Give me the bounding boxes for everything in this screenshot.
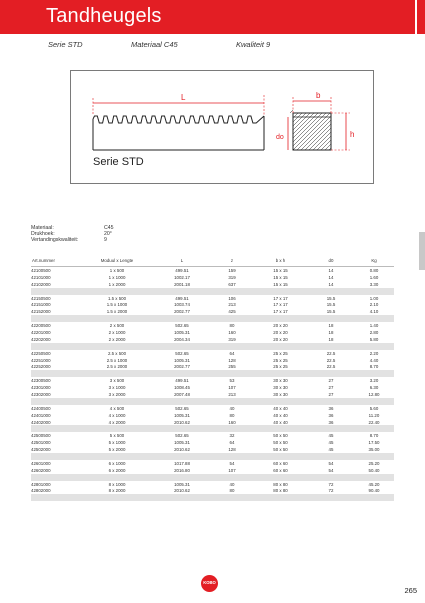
table-cell: 18	[328, 323, 334, 329]
table-cell: 50.40	[368, 467, 380, 473]
table-cell: 3 x 1000	[108, 385, 126, 391]
table-cell: 53	[229, 378, 235, 384]
table-cell: 2002.77	[174, 309, 190, 315]
table-cell: 15 x 15	[273, 281, 288, 287]
table-cell: 25 x 25	[273, 357, 288, 363]
table-cell: 40	[229, 481, 235, 487]
table-cell: 22.40	[368, 419, 380, 425]
table-cell: 64	[229, 350, 235, 356]
table-cell: 502.65	[175, 405, 189, 411]
page-header	[0, 0, 415, 34]
table-cell: 25 x 25	[273, 364, 288, 370]
gear-rack-drawing	[71, 71, 373, 183]
spec-label: Vertandingskwaliteit:	[31, 237, 79, 244]
table-cell: 1 x 500	[109, 267, 125, 273]
table-cell: 4 x 500	[109, 405, 125, 411]
table-cell: 54	[229, 460, 235, 466]
spec-value: 20°	[104, 231, 112, 238]
table-cell: 30 x 30	[273, 385, 288, 391]
table-cell: 502.65	[175, 323, 189, 329]
table-row	[31, 308, 394, 315]
table-cell: 25.20	[368, 460, 380, 466]
table-cell: 2.5 x 1000	[106, 357, 128, 363]
table-row	[31, 432, 394, 439]
table-cell: 42201000	[31, 329, 51, 335]
table-cell: 80 x 80	[273, 488, 288, 494]
table-cell: 1005.31	[174, 481, 190, 487]
table-cell: 8 x 1000	[108, 481, 126, 487]
table-cell: 36	[328, 419, 334, 425]
rack-teeth-profile	[93, 116, 264, 123]
table-cell: 22.5	[326, 350, 336, 356]
table-cell: 2010.62	[174, 447, 190, 453]
table-row	[31, 281, 394, 288]
table-cell: 42102000	[31, 281, 51, 287]
table-cell: 72	[328, 488, 334, 494]
group-divider	[31, 494, 394, 501]
table-cell: 1008.45	[174, 385, 190, 391]
table-cell: 54	[328, 467, 334, 473]
table-row	[31, 295, 394, 302]
table-cell: 40 x 40	[273, 419, 288, 425]
table-cell: 27	[328, 385, 334, 391]
table-cell: 2001.18	[174, 281, 190, 287]
table-cell: 17 x 17	[273, 302, 288, 308]
table-cell: 54	[328, 460, 334, 466]
table-cell: 213	[228, 302, 236, 308]
table-cell: 2 x 1000	[108, 329, 126, 335]
table-cell: 1.5 x 1000	[106, 302, 128, 308]
table-cell: 36	[328, 412, 334, 418]
table-row	[31, 377, 394, 384]
table-cell: 17 x 17	[273, 309, 288, 315]
table-cell: 80 x 80	[273, 481, 288, 487]
table-cell: 42100500	[31, 267, 51, 273]
table-cell: 160	[228, 329, 236, 335]
table-cell: 30 x 30	[273, 391, 288, 397]
table-cell: 42601000	[31, 460, 51, 466]
table-cell: 1.5 x 2000	[106, 309, 128, 315]
table-cell: 42152000	[31, 309, 51, 315]
table-cell: 6 x 2000	[108, 467, 126, 473]
table-row	[31, 329, 394, 336]
table-row	[31, 488, 394, 495]
divider-cell	[31, 315, 394, 322]
col-header-module-length: Moduul x Lengte	[81, 255, 153, 267]
table-cell: 107	[228, 385, 236, 391]
table-row	[31, 363, 394, 370]
table-cell: 14	[328, 281, 334, 287]
group-divider	[31, 315, 394, 322]
table-cell: 30 x 30	[273, 378, 288, 384]
quality-label: Kwaliteit 9	[236, 40, 271, 49]
table-cell: 8.70	[369, 433, 379, 439]
table-cell: 1.60	[369, 274, 379, 280]
table-cell: 159	[228, 267, 236, 273]
table-cell: 42150500	[31, 295, 51, 301]
group-divider	[31, 370, 394, 377]
table-cell: 1.40	[369, 323, 379, 329]
table-cell: 0.80	[369, 267, 379, 273]
table-cell: 1005.31	[174, 412, 190, 418]
table-cell: 160	[228, 419, 236, 425]
table-cell: 45	[328, 433, 334, 439]
col-header-weight: Kg	[354, 255, 394, 267]
product-table	[31, 255, 394, 501]
table-cell: 12.80	[368, 391, 380, 397]
table-row	[31, 267, 394, 274]
diagram-caption: Serie STD	[93, 156, 144, 168]
table-cell: 3 x 500	[109, 378, 125, 384]
divider-cell	[31, 494, 394, 501]
table-cell: 3.20	[369, 378, 379, 384]
table-row	[31, 412, 394, 419]
spec-label: Materiaal:	[31, 225, 54, 231]
table-cell: 4 x 2000	[108, 419, 126, 425]
table-cell: 425	[228, 309, 236, 315]
table-cell: 42101000	[31, 274, 51, 280]
table-row	[31, 481, 394, 488]
table-row	[31, 439, 394, 446]
table-row	[31, 357, 394, 364]
table-cell: 6 x 1000	[108, 460, 126, 466]
table-row	[31, 419, 394, 426]
table-cell: 17.50	[368, 440, 380, 446]
table-cell: 2 x 500	[109, 323, 125, 329]
table-cell: 35.00	[368, 447, 380, 453]
table-row	[31, 336, 394, 343]
table-row	[31, 467, 394, 474]
table-cell: 90.40	[368, 488, 380, 494]
table-cell: 17 x 17	[273, 295, 288, 301]
page-title: Tandheugels	[46, 5, 162, 27]
table-row	[31, 350, 394, 357]
table-cell: 1003.74	[174, 302, 190, 308]
table-cell: 1 x 2000	[108, 281, 126, 287]
table-cell: 637	[228, 281, 236, 287]
table-cell: 107	[228, 467, 236, 473]
table-cell: 1.00	[369, 295, 379, 301]
table-cell: 2.10	[369, 302, 379, 308]
table-cell: 106	[228, 295, 236, 301]
table-row	[31, 446, 394, 453]
table-cell: 4.40	[369, 357, 379, 363]
table-cell: 22.5	[326, 364, 336, 370]
table-cell: 60 x 60	[273, 460, 288, 466]
table-cell: 499.51	[175, 378, 189, 384]
table-cell: 80	[229, 323, 235, 329]
table-cell: 42302000	[31, 391, 51, 397]
table-cell: 42252000	[31, 364, 51, 370]
col-header-length: L	[153, 255, 211, 267]
table-row	[31, 460, 394, 467]
table-cell: 20 x 20	[273, 336, 288, 342]
table-cell: 15.5	[326, 302, 336, 308]
table-cell: 42250500	[31, 350, 51, 356]
group-divider	[31, 453, 394, 460]
table-cell: 42301000	[31, 385, 51, 391]
table-cell: 36	[328, 405, 334, 411]
table-cell: 72	[328, 481, 334, 487]
height-label: h	[350, 130, 355, 139]
divider-cell	[31, 370, 394, 377]
table-cell: 27	[328, 391, 334, 397]
table-cell: 42151000	[31, 302, 51, 308]
table-cell: 1005.31	[174, 357, 190, 363]
col-header-article: Art.nummer	[31, 255, 81, 267]
table-cell: 42801000	[31, 481, 51, 487]
table-cell: 42300500	[31, 378, 51, 384]
table-cell: 1 x 1000	[108, 274, 126, 280]
table-cell: 15.5	[326, 295, 336, 301]
table-cell: 40 x 40	[273, 405, 288, 411]
table-cell: 45	[328, 440, 334, 446]
table-cell: 255	[228, 364, 236, 370]
table-cell: 6.30	[369, 385, 379, 391]
table-cell: 8.70	[369, 364, 379, 370]
table-cell: 499.51	[175, 295, 189, 301]
length-label: L	[181, 93, 186, 102]
table-cell: 128	[228, 357, 236, 363]
table-cell: 45	[328, 447, 334, 453]
table-cell: 42501000	[31, 440, 51, 446]
table-cell: 42400500	[31, 405, 51, 411]
divider-cell	[31, 474, 394, 481]
table-cell: 2.20	[369, 350, 379, 356]
table-cell: 1005.31	[174, 329, 190, 335]
table-cell: 2.5 x 2000	[106, 364, 128, 370]
table-cell: 4 x 1000	[108, 412, 126, 418]
table-cell: 5 x 2000	[108, 447, 126, 453]
table-cell: 319	[228, 336, 236, 342]
table-cell: 50 x 50	[273, 447, 288, 453]
table-cell: 42602000	[31, 467, 51, 473]
table-cell: 128	[228, 447, 236, 453]
table-cell: 1.5 x 500	[107, 295, 127, 301]
table-cell: 50 x 50	[273, 433, 288, 439]
table-cell: 2004.34	[174, 336, 190, 342]
table-row	[31, 322, 394, 329]
table-cell: 40	[229, 405, 235, 411]
table-header-row	[31, 255, 394, 267]
table-cell: 14	[328, 274, 334, 280]
table-cell: 11.20	[368, 412, 380, 418]
table-cell: 2007.48	[174, 391, 190, 397]
table-cell: 42802000	[31, 488, 51, 494]
table-cell: 20 x 20	[273, 323, 288, 329]
section-tab	[417, 0, 425, 34]
kobo-logo	[201, 575, 218, 592]
table-cell: 42500500	[31, 433, 51, 439]
table-cell: 60 x 60	[273, 467, 288, 473]
logo-text: KOBO	[203, 580, 216, 585]
table-cell: 2010.62	[174, 488, 190, 494]
table-cell: 50 x 50	[273, 440, 288, 446]
group-divider	[31, 343, 394, 350]
table-cell: 502.65	[175, 433, 189, 439]
table-cell: 18	[328, 336, 334, 342]
table-cell: 42502000	[31, 447, 51, 453]
table-row	[31, 384, 394, 391]
table-cell: 80	[229, 412, 235, 418]
spec-value: 9	[104, 237, 107, 244]
pitch-label: do	[276, 134, 284, 141]
table-cell: 64	[229, 440, 235, 446]
table-cell: 2016.80	[174, 467, 190, 473]
group-divider	[31, 398, 394, 405]
table-cell: 18	[328, 329, 334, 335]
divider-cell	[31, 453, 394, 460]
table-cell: 2.5 x 500	[107, 350, 127, 356]
table-cell: 5.60	[369, 405, 379, 411]
table-cell: 42251000	[31, 357, 51, 363]
table-cell: 45.20	[368, 481, 380, 487]
table-cell: 3 x 2000	[108, 391, 126, 397]
table-cell: 2010.62	[174, 419, 190, 425]
table-cell: 502.65	[175, 350, 189, 356]
table-cell: 2002.77	[174, 364, 190, 370]
table-cell: 42402000	[31, 419, 51, 425]
table-cell: 32	[229, 433, 235, 439]
spec-value: C45	[104, 225, 114, 231]
page-number: 265	[404, 586, 417, 595]
table-cell: 5.80	[369, 336, 379, 342]
table-cell: 1017.88	[174, 460, 190, 466]
table-cell: 25 x 25	[273, 350, 288, 356]
table-row	[31, 301, 394, 308]
table-cell: 15 x 15	[273, 267, 288, 273]
width-label: b	[316, 91, 321, 100]
table-cell: 22.5	[326, 357, 336, 363]
material-label: Materiaal C45	[131, 40, 178, 49]
table-cell: 14	[328, 267, 334, 273]
divider-cell	[31, 343, 394, 350]
col-header-teeth: z	[211, 255, 253, 267]
table-cell: 27	[328, 378, 334, 384]
serie-label: Serie STD	[48, 40, 83, 49]
table-cell: 4.10	[369, 309, 379, 315]
table-cell: 213	[228, 391, 236, 397]
table-row	[31, 391, 394, 398]
table-cell: 3.30	[369, 281, 379, 287]
table-cell: 2 x 2000	[108, 336, 126, 342]
table-cell: 5 x 1000	[108, 440, 126, 446]
table-cell: 20 x 20	[273, 329, 288, 335]
table-cell: 40 x 40	[273, 412, 288, 418]
divider-cell	[31, 398, 394, 405]
divider-cell	[31, 425, 394, 432]
table-cell: 8 x 2000	[108, 488, 126, 494]
group-divider	[31, 288, 394, 295]
table-cell: 2.80	[369, 329, 379, 335]
col-header-pitch: d0	[308, 255, 354, 267]
divider-cell	[31, 288, 394, 295]
table-cell: 15.5	[326, 309, 336, 315]
section-marker	[419, 232, 425, 270]
table-cell: 42200500	[31, 323, 51, 329]
table-cell: 319	[228, 274, 236, 280]
table-cell: 80	[229, 488, 235, 494]
col-header-section: b x h	[253, 255, 308, 267]
table-cell: 42202000	[31, 336, 51, 342]
group-divider	[31, 425, 394, 432]
table-row	[31, 274, 394, 281]
table-cell: 15 x 15	[273, 274, 288, 280]
table-row	[31, 405, 394, 412]
table-cell: 499.51	[175, 267, 189, 273]
table-cell: 1002.17	[174, 274, 190, 280]
table-cell: 5 x 500	[109, 433, 125, 439]
spec-label: Drukhoek:	[31, 231, 55, 238]
table-cell: 42401000	[31, 412, 51, 418]
group-divider	[31, 474, 394, 481]
table-cell: 1005.31	[174, 440, 190, 446]
technical-drawing	[70, 70, 374, 184]
